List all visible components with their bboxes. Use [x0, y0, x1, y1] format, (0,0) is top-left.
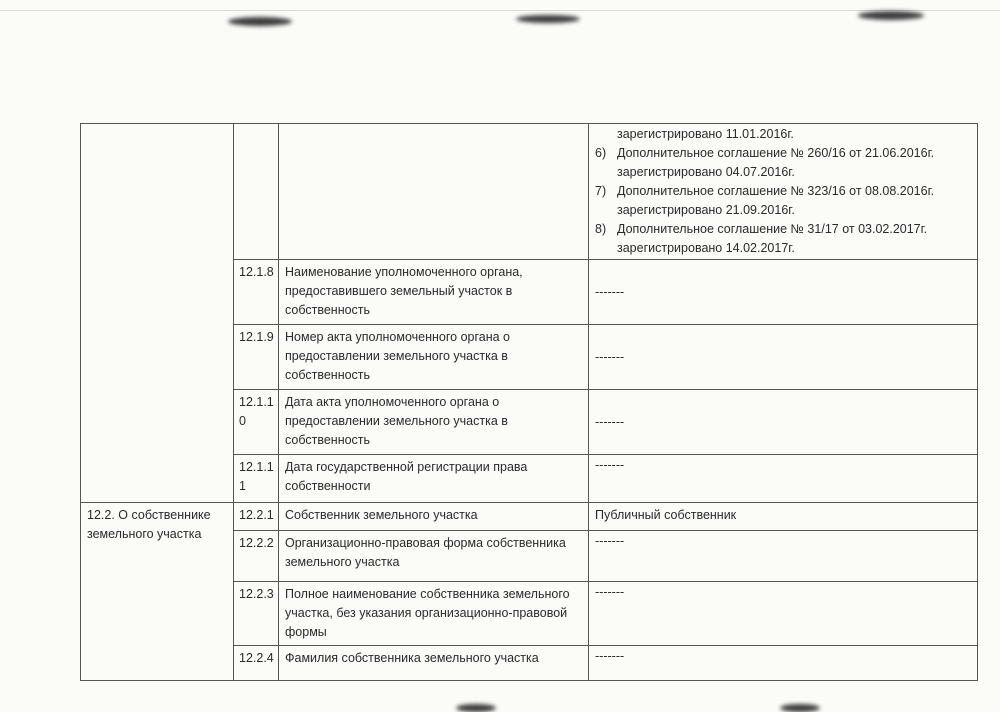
- agreement-registered: зарегистрировано 11.01.2016г.: [617, 127, 794, 141]
- section-cell-empty: [81, 124, 234, 503]
- row-code: 12.1.10: [234, 390, 279, 455]
- scan-smudge: [780, 704, 820, 712]
- agreement-text: Дополнительное соглашение № 323/16 от 08.08.2016г.: [617, 184, 935, 198]
- row-code: 12.2.3: [234, 582, 279, 646]
- row-label: Номер акта уполномоченного органа о предоставлении земельного участка в собственность: [279, 325, 589, 390]
- row-label: Собственник земельного участка: [279, 503, 589, 531]
- agreements-cell: [589, 124, 978, 260]
- row-code: 12.1.8: [234, 260, 279, 325]
- row-label: Дата государственной регистрации права собственности: [279, 455, 589, 503]
- scan-smudge: [456, 704, 496, 712]
- row-label: Фамилия собственника земельного участка: [279, 646, 589, 681]
- list-item: [595, 220, 971, 258]
- agreement-registered: зарегистрировано 14.02.2017г.: [617, 241, 795, 255]
- scan-smudge: [858, 11, 924, 20]
- row-value: Публичный собственник: [589, 503, 978, 531]
- row-value: -------: [589, 531, 978, 582]
- agreement-text: Дополнительное соглашение № 31/17 от 03.02.2017г.: [617, 222, 928, 236]
- row-code: 12.1.9: [234, 325, 279, 390]
- list-item: [595, 144, 971, 182]
- agreement-text: Дополнительное соглашение № 260/16 от 21.06.2016г.: [617, 146, 935, 160]
- label-cell-empty: [279, 124, 589, 260]
- agreement-number: 6): [595, 146, 607, 160]
- scan-smudge: [228, 17, 292, 26]
- row-label: Дата акта уполномоченного органа о предоставлении земельного участка в собственность: [279, 390, 589, 455]
- row-code: 12.2.1: [234, 503, 279, 531]
- land-info-table: [80, 123, 978, 681]
- section-title: 12.2. О собственнике земельного участка: [81, 503, 234, 681]
- code-cell-empty: [234, 124, 279, 260]
- scan-smudge: [516, 15, 580, 23]
- scan-edge-line: [0, 10, 1000, 11]
- agreement-registered: зарегистрировано 21.09.2016г.: [617, 203, 795, 217]
- agreement-number: 7): [595, 184, 607, 198]
- agreements-list: [595, 144, 971, 258]
- row-label: Организационно-правовая форма собственника земельного участка: [279, 531, 589, 582]
- list-item: [595, 182, 971, 220]
- row-code: 12.1.11: [234, 455, 279, 503]
- row-code: 12.2.2: [234, 531, 279, 582]
- row-value: -------: [589, 325, 978, 390]
- row-value: -------: [589, 582, 978, 646]
- row-value: -------: [589, 455, 978, 503]
- table-row: [81, 503, 978, 531]
- row-value: -------: [589, 260, 978, 325]
- row-value: -------: [589, 646, 978, 681]
- row-value: -------: [589, 390, 978, 455]
- agreement-number: 8): [595, 222, 607, 236]
- row-label: Наименование уполномоченного органа, предоставившего земельный участок в собственность: [279, 260, 589, 325]
- table-row: [81, 124, 978, 260]
- row-code: 12.2.4: [234, 646, 279, 681]
- row-label: Полное наименование собственника земельного участка, без указания организационно-правовой формы: [279, 582, 589, 646]
- agreement-registered: зарегистрировано 04.07.2016г.: [617, 165, 795, 179]
